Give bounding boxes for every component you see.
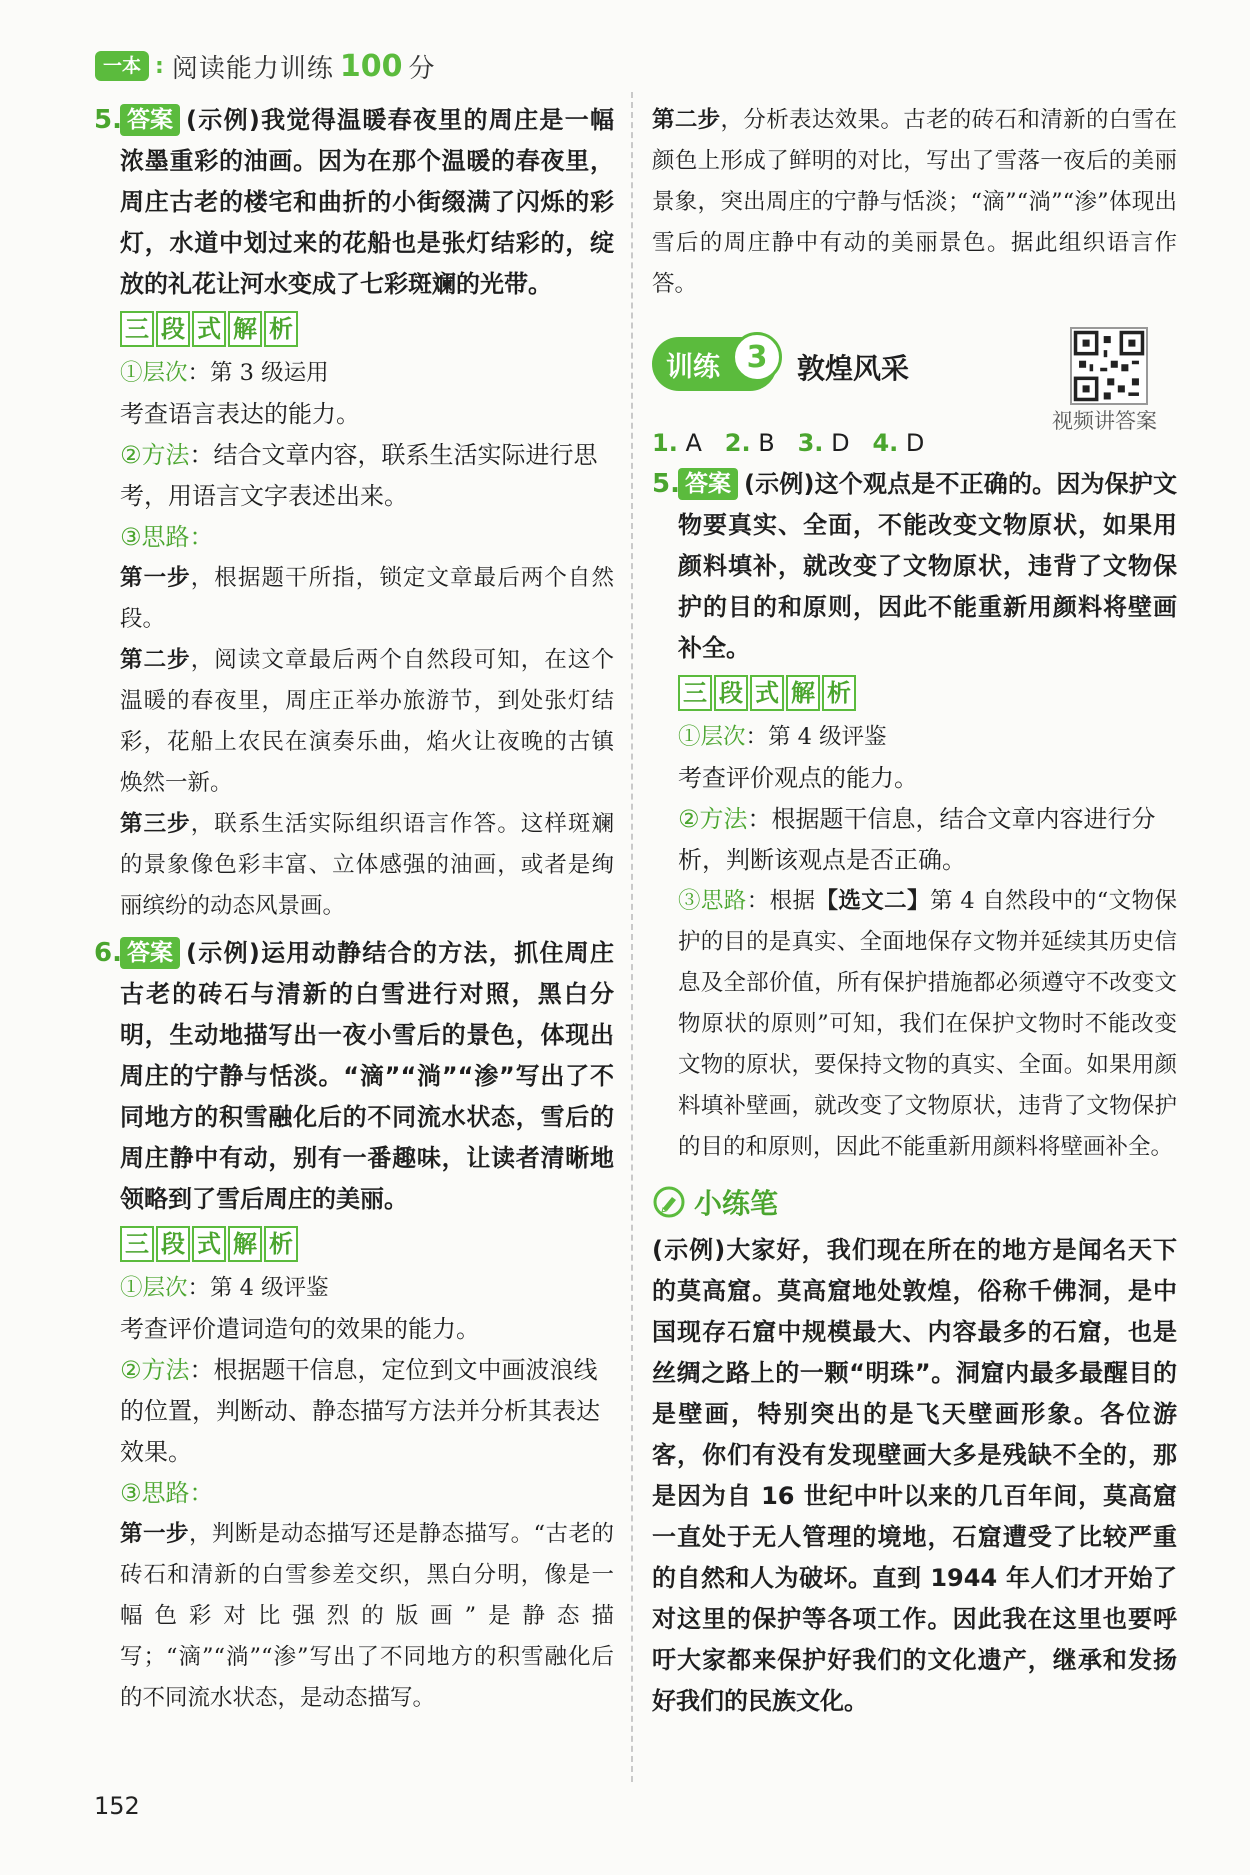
question-number: 5. (652, 469, 680, 499)
analysis-body (94, 1268, 614, 1719)
question-number: 6. (94, 938, 122, 968)
idea-line: ③思路：根据【选文二】第 4 自然段中的“文物保护的目的是真实、全面地保存文物并延续其历史信息及全部价值，所有保护措施都必须遵守不改变文物原状的原则”可知，我们在保护文物时不能改变文物的原状，要保持文物的真实、全面。如果用颜料填补壁画，就改变了文物原状，违背了文物保护的目的和原则，因此不能重新用颜料将壁画补全。 (678, 888, 1177, 1160)
answer-badge: 答案 (120, 104, 180, 136)
level-line: ①层次：第 4 级评鉴 (678, 724, 887, 750)
idea-line: ③思路： (120, 523, 214, 551)
level-line: ①层次：第 4 级评鉴 (120, 1275, 329, 1301)
question-5 (94, 100, 614, 305)
answer-badge: 答案 (678, 468, 738, 500)
book-title: 阅读能力训练 (171, 53, 334, 84)
step-1: 第一步，根据题干所指，锁定文章最后两个自然段。 (120, 565, 614, 632)
step-2: 第二步，阅读文章最后两个自然段可知，在这个温暖的春夜里，周庄正举办旅游节，到处张灯结彩，花船上农民在演奏乐曲，焰火让夜晚的古镇焕然一新。 (120, 647, 614, 796)
book-score-unit: 分 (408, 53, 435, 84)
question-6 (94, 933, 614, 1220)
analysis-section-title: 三 段 式 解 析 (120, 1226, 614, 1262)
answer-badge: 答案 (120, 937, 180, 969)
method-line: ②方法：根据题干信息，结合文章内容进行分析，判断该观点是否正确。 (678, 805, 1156, 874)
step-1: 第一步，判断是动态描写还是静态描写。“古老的砖石和清新的白雪参差交织，黑白分明，像是一幅色彩对比强烈的版画”是静态描写；“滴”“淌”“渗”写出了不同地方的积雪融化后的不同流水状态，是动态描写。 (120, 1521, 614, 1711)
answer-text: 答案 (示例)这个观点是不正确的。因为保护文物要真实、全面，不能改变文物原状，如果用颜料填补，就改变了文物原状，违背了文物保护的目的和原则，因此不能重新用颜料将壁画补全。 (678, 470, 1177, 662)
training-number: 3 (732, 332, 782, 382)
idea-line: ③思路： (120, 1479, 214, 1507)
page-header (95, 46, 434, 86)
analysis-body (94, 353, 614, 927)
level-line: ①层次：第 3 级运用 (120, 360, 329, 386)
question-number: 5. (94, 105, 122, 135)
logo-colon: : (155, 53, 164, 79)
level-desc: 考查评价遣词造句的效果的能力。 (120, 1315, 480, 1343)
level-desc: 考查评价观点的能力。 (678, 764, 918, 792)
method-line: ②方法：结合文章内容，联系生活实际进行思考，用语言文字表述出来。 (120, 441, 598, 510)
left-column (94, 100, 614, 1719)
practice-writing-text: (示例)大家好，我们现在所在的地方是闻名天下的莫高窟。莫高窟地处敦煌，俗称千佛洞，是中国现存石窟中规模最大、内容最多的石窟，也是丝绸之路上的一颗“明珠”。洞窟内最多最醒目的是壁画，特别突出的是飞天壁画形象。各位游客，你们有没有发现壁画大多是残缺不全的，那是因为自 16 世纪中叶以来的几百年间，莫高窟一直处于无人管理的境地，石窟遭受了比较严重的自然和人为破坏。直到 1944 年人们才开始了对这里的保护等各项工作。因此我在这里也要呼吁大家都来保护好我们的文化遗产，继承和发扬好我们的民族文化。 (652, 1236, 1177, 1715)
multiple-choice-answers: 1. A 2. B 3. D 4. D (652, 429, 925, 457)
qr-caption: 视频讲答案 (1052, 409, 1157, 433)
answer-text: 答案 (示例)运用动静结合的方法，抓住周庄古老的砖石与清新的白雪进行对照，黑白分明，生动地描写出一夜小雪后的景色，体现出周庄的宁静与恬淡。“滴”“淌”“渗”写出了不同地方的积雪融化后的不同流水状态，雪后的周庄静中有动，别有一番趣味，让读者清晰地领略到了雪后周庄的美丽。 (120, 939, 614, 1213)
answer-text: 答案 (示例)我觉得温暖春夜里的周庄是一幅浓墨重彩的油画。因为在那个温暖的春夜里，周庄古老的楼宅和曲折的小街缀满了闪烁的彩灯，水道中划过来的花船也是张灯结彩的，绽放的礼花让河水变成了七彩斑斓的光带。 (120, 106, 614, 298)
analysis-body (652, 717, 1177, 1168)
level-desc: 考查语言表达的能力。 (120, 400, 360, 428)
step-2: 第二步，分析表达效果。古老的砖石和清新的白雪在颜色上形成了鲜明的对比，写出了雪落一夜后的美丽景象，突出周庄的宁静与恬淡；“滴”“淌”“渗”体现出雪后的周庄静中有动的美丽景色。据此组织语言作答。 (652, 107, 1177, 297)
pen-icon (652, 1185, 686, 1219)
analysis-section-title: 三 段 式 解 析 (678, 675, 1177, 711)
training-header (652, 327, 1177, 433)
question-5-training-3 (652, 464, 1177, 669)
book-score: 100 (339, 48, 403, 84)
step-3: 第三步，联系生活实际组织语言作答。这样斑斓的景象像色彩丰富、立体感强的油画，或者是绚丽缤纷的动态风景画。 (120, 811, 614, 919)
training-title: 敦煌风采 (797, 352, 910, 385)
method-line: ②方法：根据题干信息，定位到文中画波浪线的位置，判断动、静态描写方法并分析其表达效果。 (120, 1356, 600, 1466)
practice-writing-header (652, 1182, 1177, 1222)
analysis-section-title: 三 段 式 解 析 (120, 311, 614, 347)
brand-logo: 一本 (95, 51, 149, 81)
column-divider (631, 92, 633, 1782)
practice-writing-title: 小练笔 (694, 1187, 779, 1220)
training-label: 训练 (652, 337, 777, 391)
qr-code-icon[interactable] (1070, 327, 1148, 405)
page-number: 152 (94, 1792, 140, 1820)
right-column (652, 100, 1177, 1722)
